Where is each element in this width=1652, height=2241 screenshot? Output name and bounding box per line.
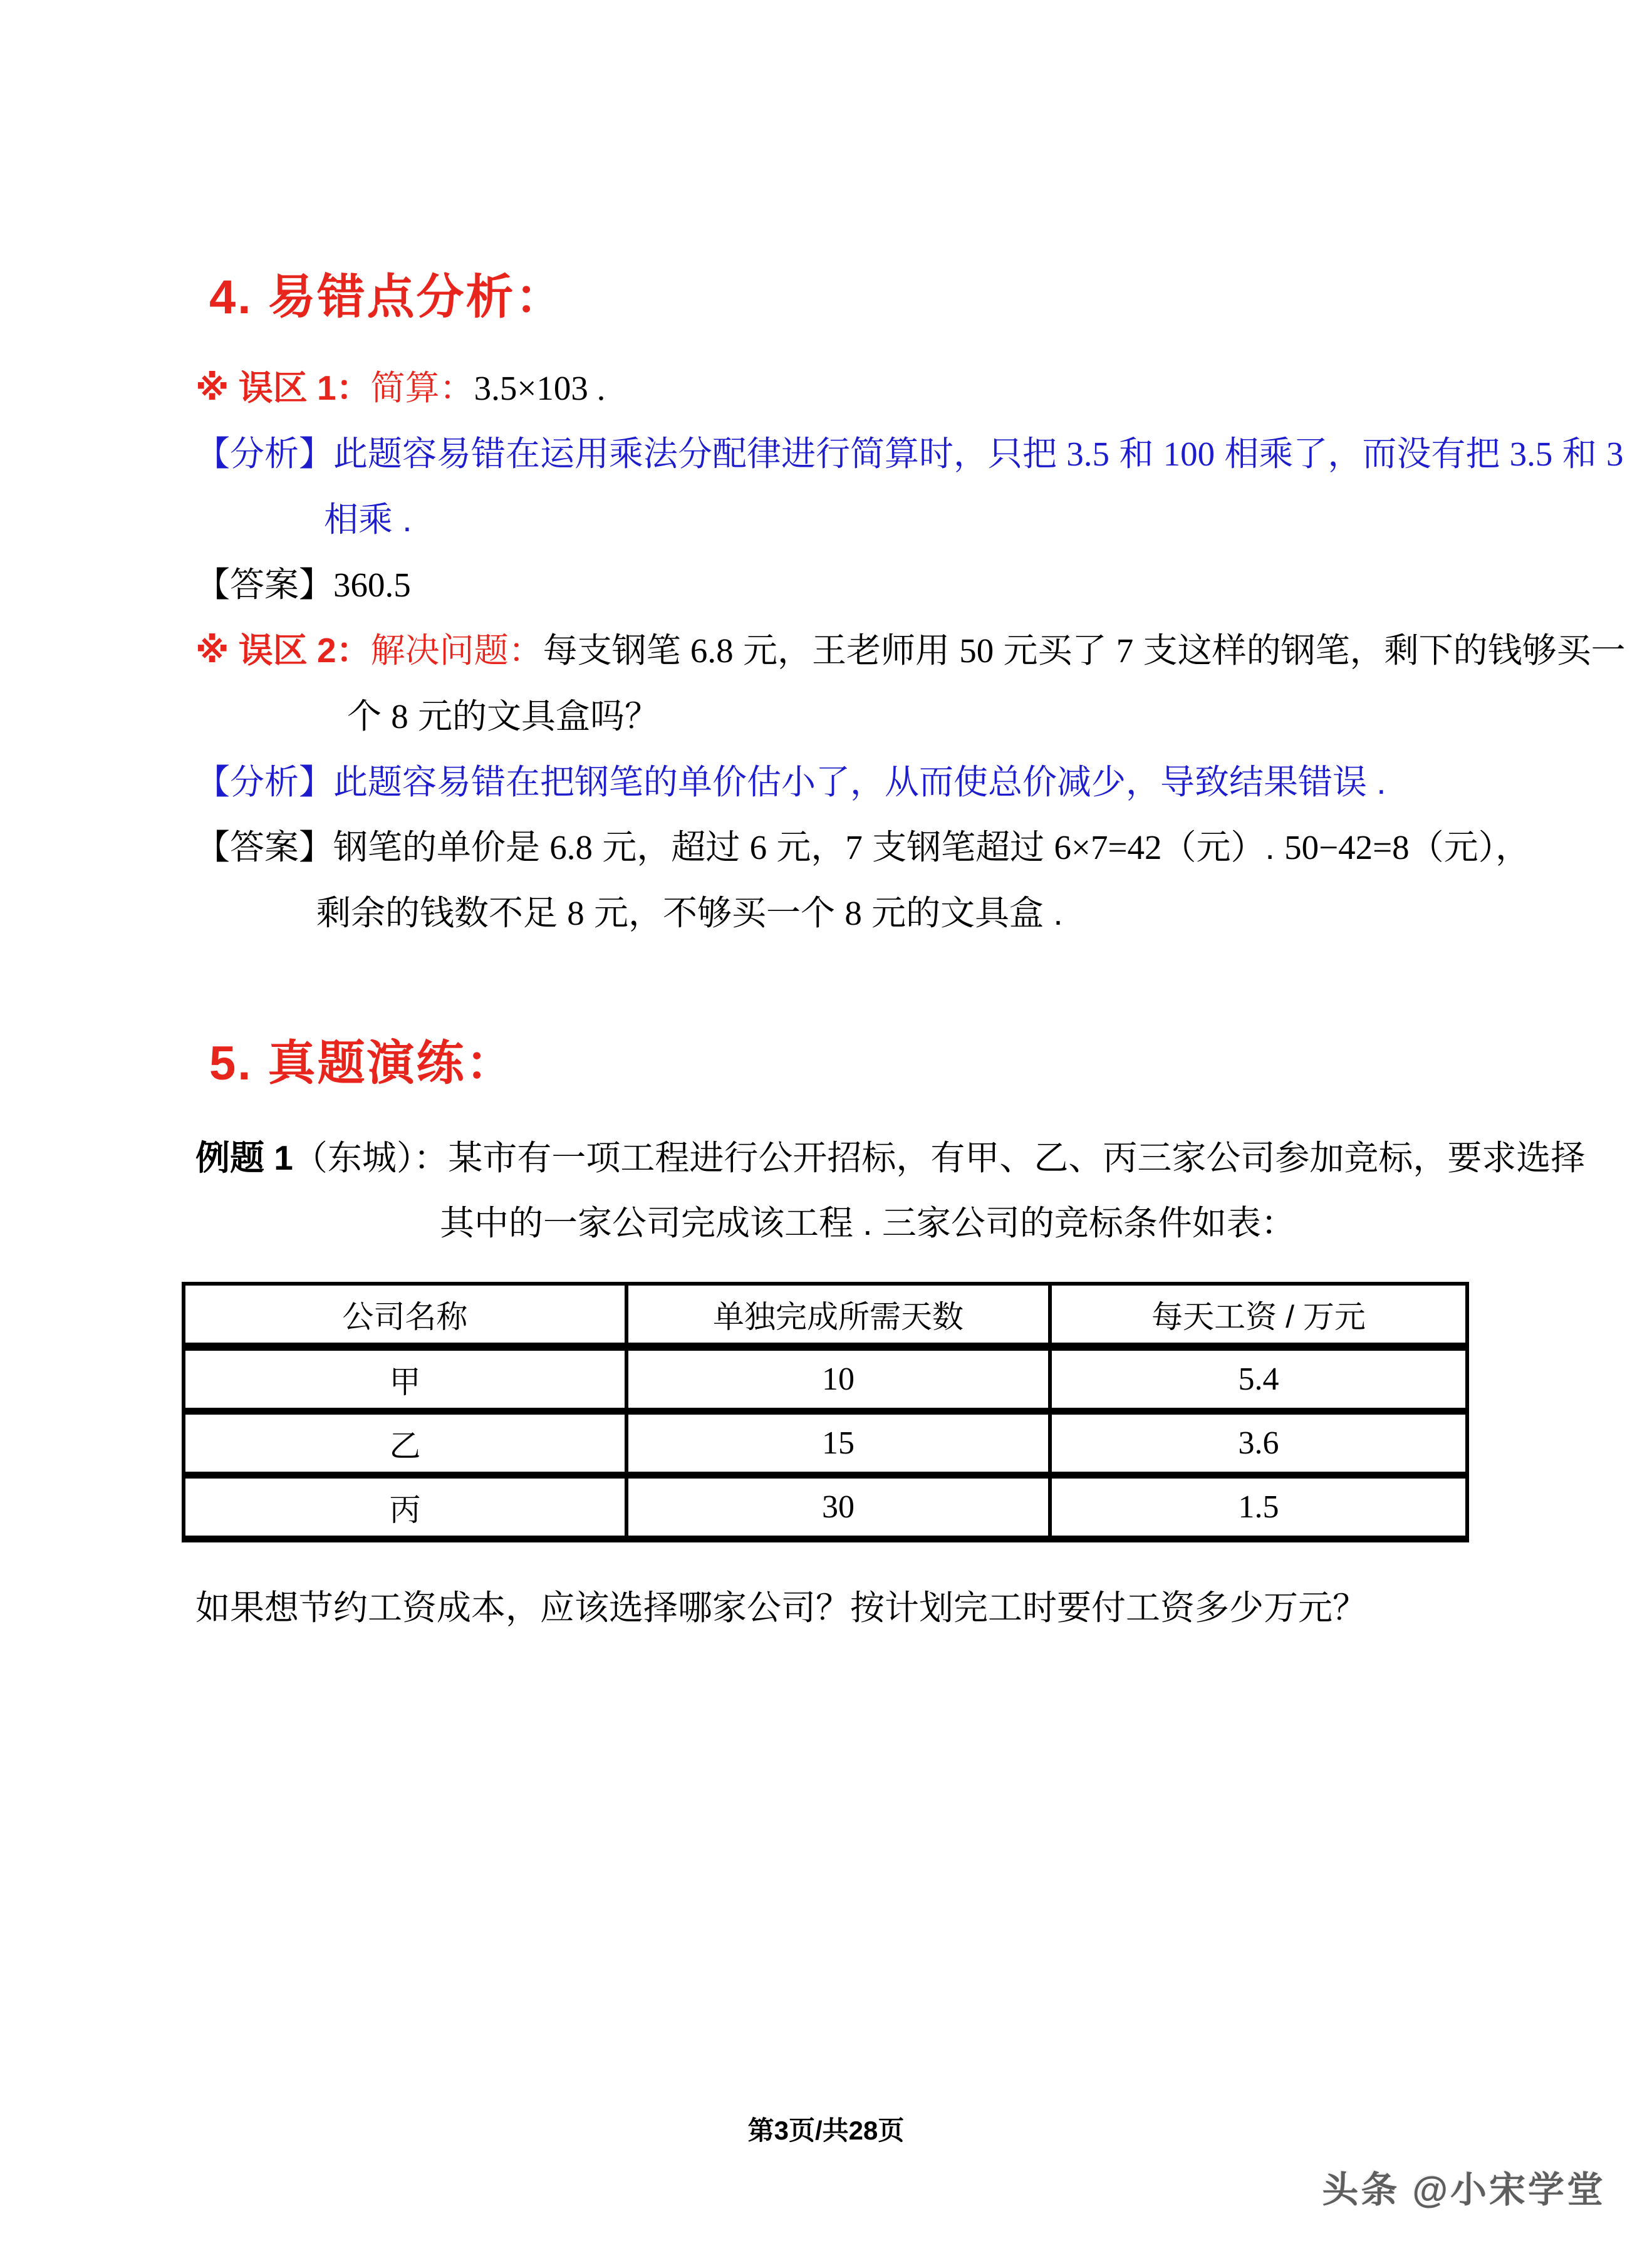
table-cell: 1.5: [1050, 1475, 1467, 1539]
text-segment: 元，王老师用: [733, 631, 960, 670]
text-segment: ※ 误区 1：: [195, 368, 371, 407]
table-row: [184, 1475, 1467, 1539]
table-cell: 5.4: [1050, 1347, 1467, 1412]
table-row: [184, 1347, 1467, 1412]
text-segment: 元，超过: [593, 828, 750, 866]
table-cell: 甲: [184, 1347, 626, 1412]
table-cell: 乙: [184, 1412, 626, 1475]
text-segment: 个: [347, 697, 392, 736]
table-cell: 3.6: [1050, 1412, 1467, 1475]
text-segment: 8: [844, 894, 862, 932]
line-question: [195, 1575, 1652, 1640]
table-header-cell: 单独完成所需天数: [626, 1284, 1050, 1347]
section-4-heading: 4. 易错点分析：: [209, 271, 565, 324]
text-segment: 简算：: [370, 368, 474, 407]
line-example-1-cont: [195, 1190, 1652, 1256]
text-segment: 50: [959, 632, 994, 670]
table-header-row: [184, 1284, 1467, 1347]
text-segment: 相乘 .: [324, 500, 412, 539]
text-segment: 和: [1109, 434, 1163, 473]
text-segment: 元买了: [994, 631, 1116, 670]
table-header-cell: 每天工资 / 万元: [1050, 1284, 1467, 1347]
text-segment: 元，不够买一个: [584, 893, 845, 932]
text-segment: 元的文具盒 .: [861, 893, 1063, 932]
text-segment: （元），: [1409, 828, 1530, 866]
line-answer-2-cont: [195, 880, 1652, 946]
text-segment: 【答案】: [195, 565, 334, 604]
text-segment: 8: [391, 697, 408, 736]
line-misconception-2: [195, 618, 1652, 684]
text-segment: 【答案】钢笔的单价是: [195, 828, 550, 866]
text-segment: 6.8: [549, 828, 593, 866]
text-segment: 6×7=42: [1054, 828, 1162, 866]
table-header-cell: 公司名称: [184, 1284, 626, 1347]
text-segment: 和: [1552, 434, 1606, 473]
text-segment: 50−42=8: [1284, 828, 1410, 866]
table-head: [184, 1284, 1467, 1347]
table-cell: 30: [626, 1475, 1050, 1539]
text-segment: 相乘了，而没有把: [1215, 434, 1510, 473]
text-segment: 例题 1: [195, 1138, 293, 1177]
text-segment: 7: [1116, 632, 1134, 670]
text-segment: 360.5: [333, 566, 411, 604]
text-segment: 如果想节约工资成本，应该选择哪家公司？按计划完工时要付工资多少万元？: [195, 1588, 1368, 1627]
line-analysis-1: [195, 421, 1652, 487]
line-answer-2: [195, 814, 1652, 880]
watermark-toutiao: 头条 @小宋学堂: [1322, 2170, 1606, 2210]
text-segment: 8: [567, 894, 584, 932]
line-answer-1: [195, 552, 1652, 618]
text-segment: 元的文具盒吗？: [408, 697, 660, 736]
table-row: [184, 1412, 1467, 1475]
text-segment: 【分析】此题容易错在把钢笔的单价估小了，从而使总价减少，导致结果错误 .: [195, 762, 1386, 801]
line-analysis-2: [195, 749, 1652, 814]
text-segment: 其中的一家公司完成该工程 . 三家公司的竞标条件如表：: [440, 1204, 1296, 1242]
line-example-1: [195, 1125, 1652, 1190]
table-body: [184, 1347, 1467, 1539]
text-segment: 每支钢笔: [543, 631, 690, 670]
text-segment: 3.5: [1066, 435, 1110, 473]
table-cell: 丙: [184, 1475, 626, 1539]
section-5-heading: 5. 真题演练：: [209, 1037, 516, 1090]
bid-conditions-table: [182, 1282, 1469, 1542]
text-segment: 【分析】此题容易错在运用乘法分配律进行简算时，只把: [195, 434, 1067, 473]
footer-page-number: 第3页/共28页: [747, 2116, 905, 2145]
table-cell: 10: [626, 1347, 1050, 1412]
text-segment: 解决问题：: [370, 631, 543, 670]
text-segment: 6.8: [690, 632, 734, 670]
text-segment: 6: [749, 828, 767, 866]
table-cell: 15: [626, 1412, 1050, 1475]
text-segment: 3.5: [1509, 435, 1553, 473]
text-segment: 支这样的钢笔，剩下的钱够买一: [1133, 631, 1626, 670]
text-segment: 支钢笔超过: [862, 828, 1054, 866]
line-analysis-1-cont: [195, 487, 1652, 552]
text-segment: 7: [845, 828, 863, 866]
text-segment: 3: [1606, 435, 1624, 473]
text-segment: 元，: [767, 828, 846, 866]
line-misconception-2-cont: [195, 684, 1652, 749]
text-segment: （元）.: [1161, 828, 1285, 866]
line-misconception-1: [195, 355, 1652, 421]
text-segment: 剩余的钱数不足: [316, 893, 568, 932]
text-segment: ※ 误区 2：: [195, 631, 371, 670]
text-segment: （东城）：某市有一项工程进行公开招标，有甲、乙、丙三家公司参加竞标，要求选择: [293, 1138, 1586, 1177]
text-segment: 100: [1163, 435, 1215, 473]
text-segment: 3.5×103 .: [474, 369, 606, 407]
